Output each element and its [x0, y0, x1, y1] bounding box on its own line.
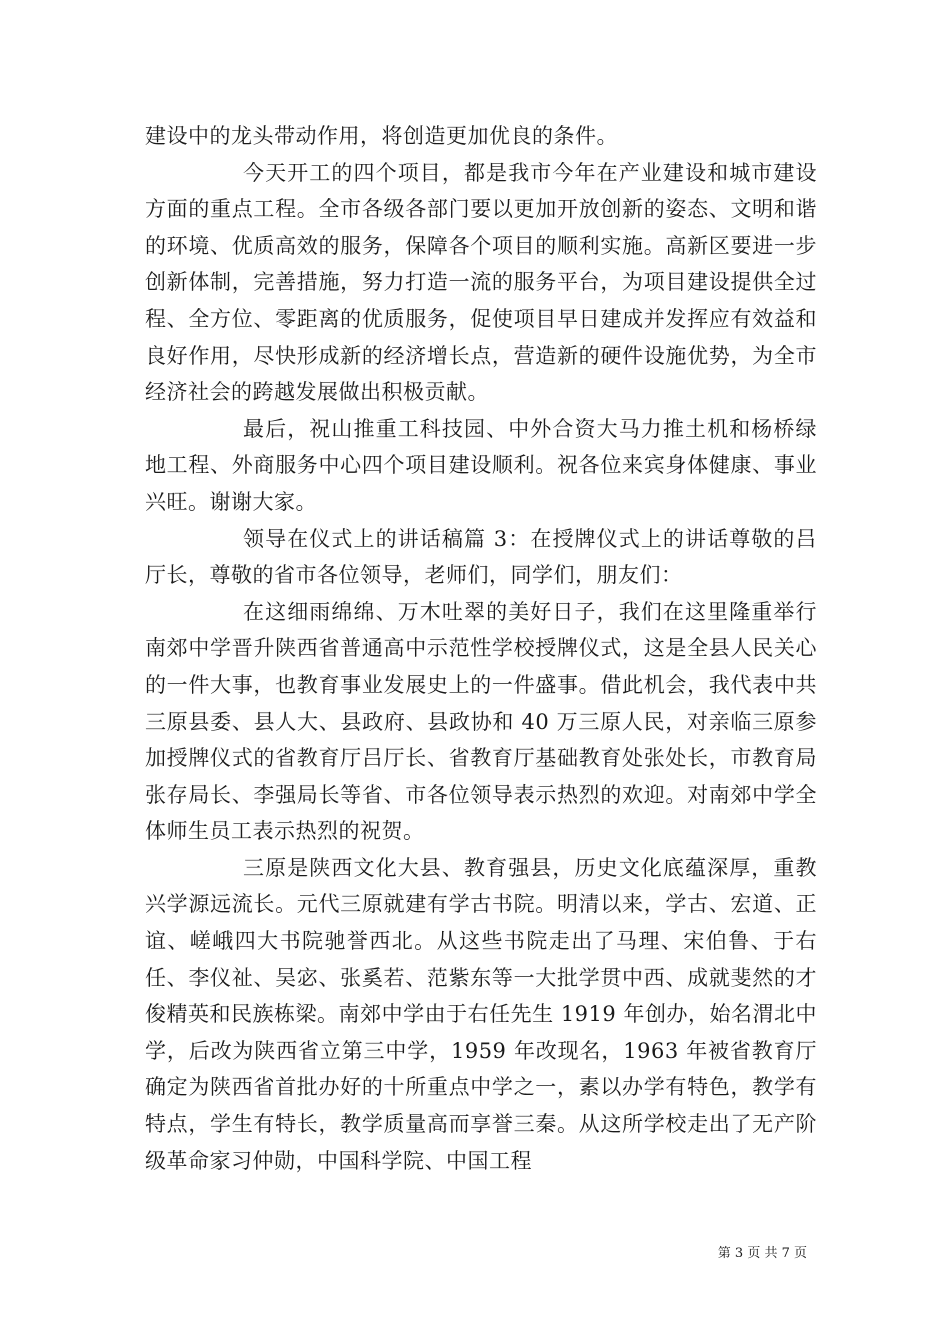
paragraph-continuation: 建设中的龙头带动作用，将创造更加优良的条件。 [145, 124, 618, 148]
paragraph-projects: 今天开工的四个项目，都是我市今年在产业建设和城市建设方面的重点工程。全市各级各部门要以更加开放创新的姿态、文明和谐的环境、优质高效的服务，保障各个项目的顺利实施。高新区要进一步创新体制，完善措施，努力打造一流的服务平台，为项目建设提供全过程、全方位、零距离的优质服务，促使项目早日建成并发挥应有效益和良好作用，尽快形成新的经济增长点，营造新的硬件设施优势，为全市经济社会的跨越发展做出积极贡献。 [145, 160, 817, 405]
paragraph-speech-heading: 领导在仪式上的讲话稿篇 3：在授牌仪式上的讲话尊敬的吕厅长，尊敬的省市各位领导，老师们，同学们，朋友们： [145, 526, 817, 588]
paragraph-sanyuan-history: 三原是陕西文化大县、教育强县，历史文化底蕴深厚，重教兴学源远流长。元代三原就建有学古书院。明清以来，学古、宏道、正谊、嵯峨四大书院驰誉西北。从这些书院走出了马理、宋伯鲁、于右任、李仪祉、吴宓、张奚若、范紫东等一大批学贯中西、成就斐然的才俊精英和民族栋梁。南郊中学由于右任先生 1919 年创办，始名渭北中学，后改为陕西省立第三中学，1959 年改现名，1963 年被省教育厅确定为陕西省首批办好的十所重点中学之一，素以办学有特色，教学有特点，学生有特长，教学质量高而享誉三秦。从这所学校走出了无产阶级革命家习仲勋，中国科学院、中国工程 [145, 855, 817, 1173]
paragraph-ceremony-welcome: 在这细雨绵绵、万木吐翠的美好日子，我们在这里隆重举行南郊中学晋升陕西省普通高中示范性学校授牌仪式，这是全县人民关心的一件大事，也教育事业发展史上的一件盛事。借此机会，我代表中共三原县委、县人大、县政府、县政协和 40 万三原人民，对亲临三原参加授牌仪式的省教育厅吕厅长、省教育厅基础教育处张处长，市教育局张存局长、李强局长等省、市各位领导表示热烈的欢迎。对南郊中学全体师生员工表示热烈的祝贺。 [145, 599, 817, 844]
document-body [145, 118, 817, 1179]
paragraph-closing-wishes: 最后，祝山推重工科技园、中外合资大马力推土机和杨桥绿地工程、外商服务中心四个项目建设顺利。祝各位来宾身体健康、事业兴旺。谢谢大家。 [145, 416, 817, 514]
page-number-footer: 第 3 页 共 7 页 [717, 1246, 807, 1261]
